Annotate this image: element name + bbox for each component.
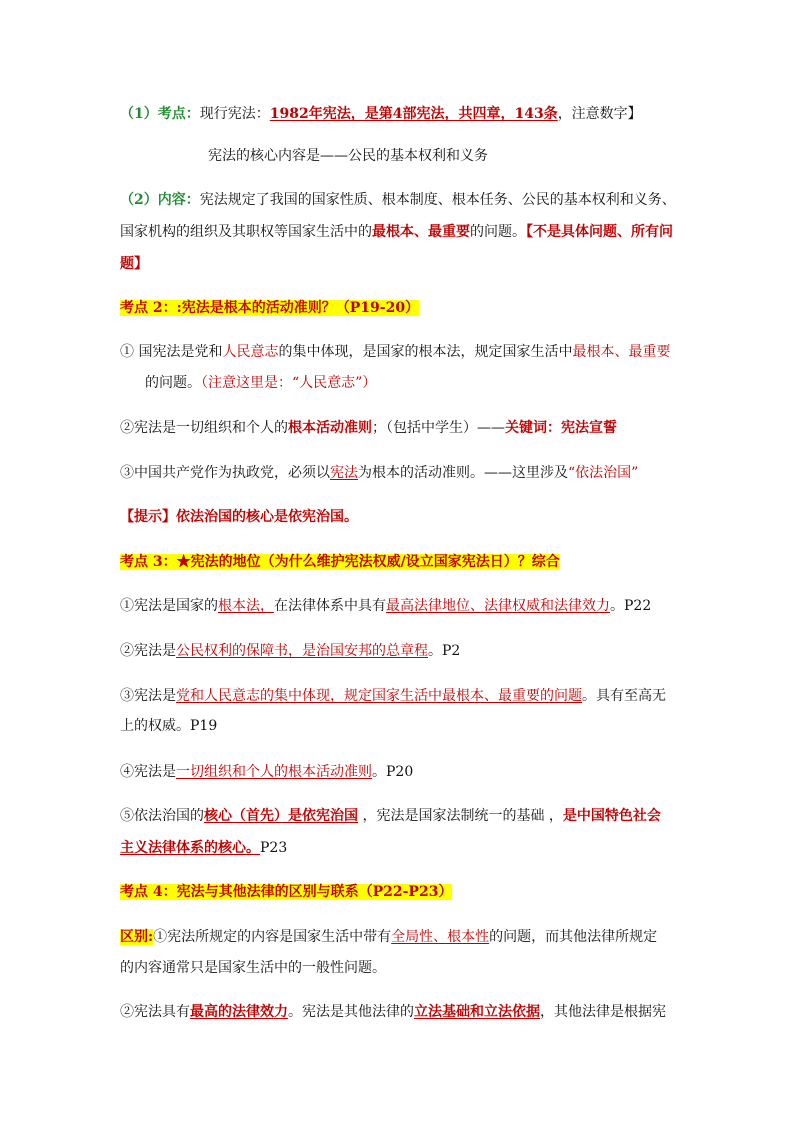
exam-point-2-heading xyxy=(120,298,680,318)
point-3-item-2 xyxy=(120,641,680,661)
p3-item-1-text-2: 在法律体系中具有 xyxy=(274,598,386,614)
content-text: 宪法规定了我国的国家性质、根本制度、根本任务、公民的基本权利和义务、 xyxy=(199,192,676,208)
rule-of-law: “依法治国” xyxy=(568,465,639,481)
diff-3-text-3: ，其他法律是根据宪 xyxy=(540,1004,666,1020)
difference-line-2: 的内容通常只是国家生活中的一般性问题。 xyxy=(120,960,386,976)
p3-item-3-text-2: 。具有至高无 xyxy=(582,688,666,704)
socialist-law-core: 是中国特色社会 xyxy=(562,808,661,824)
legislative-basis: 立法基础和立法依据 xyxy=(414,1004,540,1020)
hint-text: 依法治国的核心是依宪治国。 xyxy=(176,509,358,525)
exam-point-1-label: （1）考点： xyxy=(120,106,200,122)
diff-text: ①宪法所规定的内容是国家生活中带有 xyxy=(153,929,392,945)
core-first: 核心（首先）是依宪治国 xyxy=(204,808,358,824)
content-label: （2）内容： xyxy=(120,192,200,208)
item-3-text: ③中国共产党作为执政党，必须以 xyxy=(120,465,330,481)
content-line-3 xyxy=(120,254,680,274)
people-will: 人民意志 xyxy=(222,344,279,360)
point-2-item-1 xyxy=(120,342,680,362)
exam-point-2-title: 考点 2：:宪法是根本的活动准则？（P19-20） xyxy=(120,300,420,316)
difference-line-1 xyxy=(120,927,680,947)
p3-item-1-text: ①宪法是国家的 xyxy=(120,598,218,614)
p3-item-5-page: P23 xyxy=(260,840,288,856)
fundamental-norm: 根本活动准则 xyxy=(288,420,372,436)
diff-3-text-2: 。宪法是其他法律的 xyxy=(288,1004,414,1020)
p3-item-2-page: 。P2 xyxy=(428,643,461,659)
content-text-3: 的问题。 xyxy=(470,224,526,240)
exam-point-3-heading xyxy=(120,552,680,572)
core-content-line: 宪法的核心内容是——公民的基本权利和义务 xyxy=(208,148,488,164)
p3-item-5-text-2: ，宪法是国家法制统一的基础 ， xyxy=(358,808,563,824)
hint-line xyxy=(120,507,680,527)
item-1-text-2: 的集中体现，是国家的根本法，规定国家生活中 xyxy=(278,344,573,360)
difference-label: 区别: xyxy=(120,929,154,945)
p3-item-5-text: ⑤依法治国的 xyxy=(120,808,204,824)
exam-point-4-heading xyxy=(120,882,680,902)
fundamental-law: 根本法， xyxy=(218,598,274,614)
point-3-item-3-cont: 上的权威。P19 xyxy=(120,718,218,734)
constitution-word: 宪法 xyxy=(330,465,358,481)
point-3-item-1 xyxy=(120,596,680,616)
point-2-item-2 xyxy=(120,418,680,438)
constitution-facts: 1982年宪法，是第4部宪法，共四章，143条 xyxy=(269,106,558,122)
p3-item-3-text: ③宪法是 xyxy=(120,688,176,704)
all-org-norm: 一切组织和个人的根本活动准则 xyxy=(176,764,372,780)
p3-item-4-text: ④宪法是 xyxy=(120,764,176,780)
hint-label: 【提示】 xyxy=(120,509,176,525)
item-3-text-2: 为根本的活动准则。——这里涉及 xyxy=(358,465,568,481)
exam-point-3-title: 考点 3：★宪法的地位（为什么维护宪法权威/设立国家宪法日）？综合 xyxy=(120,554,560,570)
current-constitution-label: 现行宪法： xyxy=(199,106,270,122)
content-line-2 xyxy=(120,222,680,242)
exam-point-1-line xyxy=(120,104,680,124)
p3-item-2-text: ②宪法是 xyxy=(120,643,176,659)
will-embodiment: 党和人民意志的集中体现，规定国家生活中最根本、最重要的问题 xyxy=(176,688,582,704)
people-will-note: （注意这里是：“人民意志”） xyxy=(201,375,377,391)
overall-fundamental: 全局性、根本性 xyxy=(391,929,490,945)
highest-effect: 最高的法律效力 xyxy=(190,1004,288,1020)
exam-point-4-title: 考点 4：宪法与其他法律的区别与联系（P22-P23） xyxy=(120,884,453,900)
socialist-law-core-end: 主义法律体系的核心。 xyxy=(120,840,260,856)
point-2-item-1-cont xyxy=(145,373,705,393)
keyword-oath: 关键词：宪法宣誓 xyxy=(505,420,617,436)
point-3-item-5-cont xyxy=(120,838,680,858)
not-specific-note-end: 题】 xyxy=(120,256,148,272)
highest-status: 最高法律地位、法律权威和法律效力 xyxy=(386,598,610,614)
p3-item-1-page: 。P22 xyxy=(610,598,652,614)
not-specific-note: 【不是具体问题、所有问 xyxy=(526,224,673,240)
content-text-2: 国家机构的组织及其职权等国家生活中的 xyxy=(120,224,372,240)
difference-line-3 xyxy=(120,1002,680,1022)
diff-3-text: ②宪法具有 xyxy=(120,1004,190,1020)
item-1-text: ① 国宪法是党和 xyxy=(120,344,223,360)
note-numbers: ，注意数字】 xyxy=(557,106,642,122)
content-line-1 xyxy=(120,190,680,210)
p3-item-4-page: 。P20 xyxy=(372,764,414,780)
point-3-item-4 xyxy=(120,762,680,782)
point-3-item-5 xyxy=(120,806,680,826)
point-3-item-3 xyxy=(120,686,680,706)
item-1-cont-text: 的问题。 xyxy=(145,375,201,391)
most-fundamental-2: 最根本、最重要 xyxy=(572,344,671,360)
rights-guarantee: 公民权利的保障书，是治国安邦的总章程 xyxy=(176,643,428,659)
item-2-text: ②宪法是一切组织和个人的 xyxy=(120,420,288,436)
diff-text-2: 的问题，而其他法律所规定 xyxy=(489,929,658,945)
item-2-text-2: ；（包括中学生）—— xyxy=(372,420,505,436)
point-2-item-3 xyxy=(120,463,680,483)
most-fundamental: 最根本、最重要 xyxy=(372,224,470,240)
